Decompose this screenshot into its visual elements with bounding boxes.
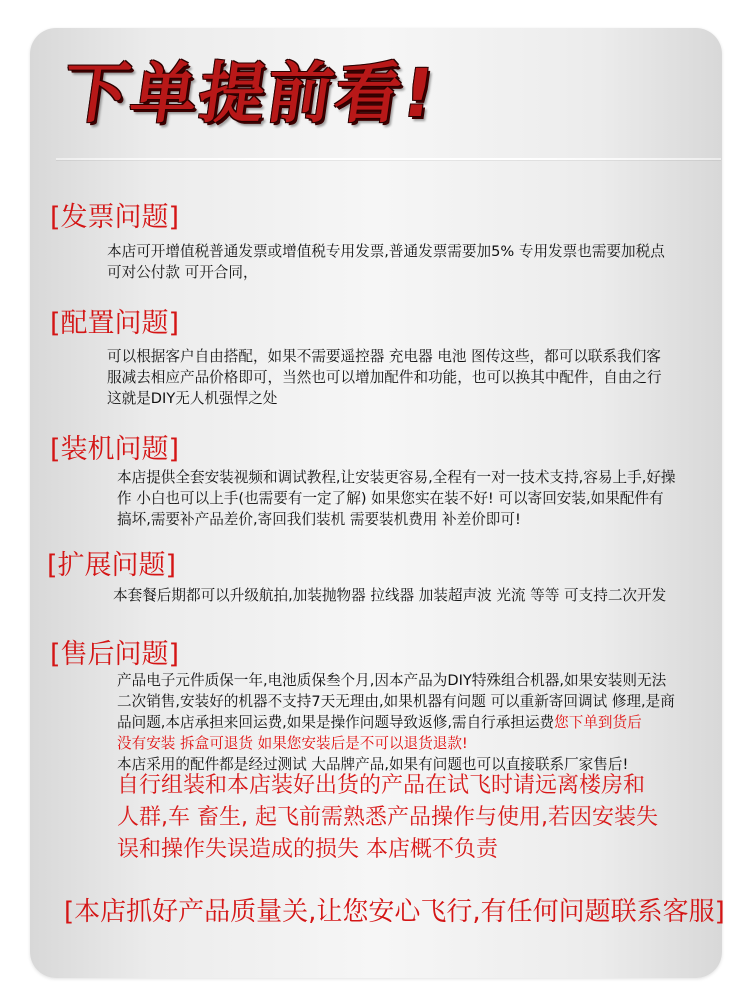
warning-line: 误和操作失误造成的损失 本店概不负责 xyxy=(117,837,498,862)
config-heading: [配置问题] xyxy=(50,308,180,339)
page-title: 下单提前看! xyxy=(57,55,441,132)
warning-line: 人群,车 畜生, 起飞前需熟悉产品操作与使用,若因安装失 xyxy=(117,805,658,830)
invoice-line: 本店可开增值税普通发票或增值税专用发票,普通发票需要加5% 专用发票也需要加税点 xyxy=(107,243,665,260)
refund-policy-line: 没有安装 拆盒可退货 如果您安装后是不可以退货退款! xyxy=(117,735,468,752)
assembly-text xyxy=(117,467,676,530)
aftersale-fragment: 品问题,本店承担来回运费,如果是操作问题导致返修,需自行承担运费 xyxy=(117,714,555,731)
refund-policy-highlight: 您下单到货后 xyxy=(554,714,642,731)
aftersale-heading: [售后问题] xyxy=(50,639,180,670)
aftersale-line: 本店采用的配件都是经过测试 大品牌产品,如果有问题也可以直接联系厂家售后! xyxy=(117,756,629,773)
footer-slogan: [本店抓好产品质量关,让您安心飞行,有任何问题联系客服] xyxy=(64,897,725,927)
expand-heading: [扩展问题] xyxy=(47,550,177,581)
aftersale-line: 二次销售,安装好的机器不支持7天无理由,如果机器有问题 可以重新寄回调试 修理,是商 xyxy=(117,693,675,710)
assembly-line: 搞坏,需要补产品差价,寄回我们装机 需要装机费用 补差价即可! xyxy=(117,511,521,528)
invoice-text xyxy=(107,241,665,283)
config-line: 可以根据客户自由搭配，如果不需要遥控器 充电器 电池 图传这些，都可以联系我们客 xyxy=(107,348,661,365)
aftersale-text xyxy=(117,670,675,775)
invoice-line: 可对公付款 可开合同， xyxy=(107,264,258,281)
assembly-line: 本店提供全套安装视频和调试教程,让安装更容易,全程有一对一技术支持,容易上手,好操 xyxy=(117,469,676,486)
config-line: 这就是DIY无人机强悍之处 xyxy=(107,390,278,407)
flight-safety-warning xyxy=(117,770,658,866)
config-text xyxy=(107,346,662,409)
warning-line: 自行组装和本店装好出货的产品在试飞时请远离楼房和 xyxy=(117,773,646,798)
assembly-heading: [装机问题] xyxy=(50,434,180,465)
title-divider xyxy=(56,158,721,160)
expand-line: 本套餐后期都可以升级航拍,加装抛物器 拉线器 加装超声波 光流 等等 可支持二次开发 xyxy=(113,587,667,604)
config-line: 服减去相应产品价格即可，当然也可以增加配件和功能，也可以换其中配件，自由之行 xyxy=(107,369,662,386)
aftersale-line xyxy=(117,712,675,733)
expand-text xyxy=(113,585,666,606)
invoice-heading: [发票问题] xyxy=(50,202,180,233)
assembly-line: 作 小白也可以上手(也需要有一定了解) 如果您实在装不好! 可以寄回安装,如果配件有 xyxy=(117,490,664,507)
aftersale-line: 产品电子元件质保一年,电池质保叁个月,因本产品为DIY特殊组合机器,如果安装则无法 xyxy=(117,672,667,689)
